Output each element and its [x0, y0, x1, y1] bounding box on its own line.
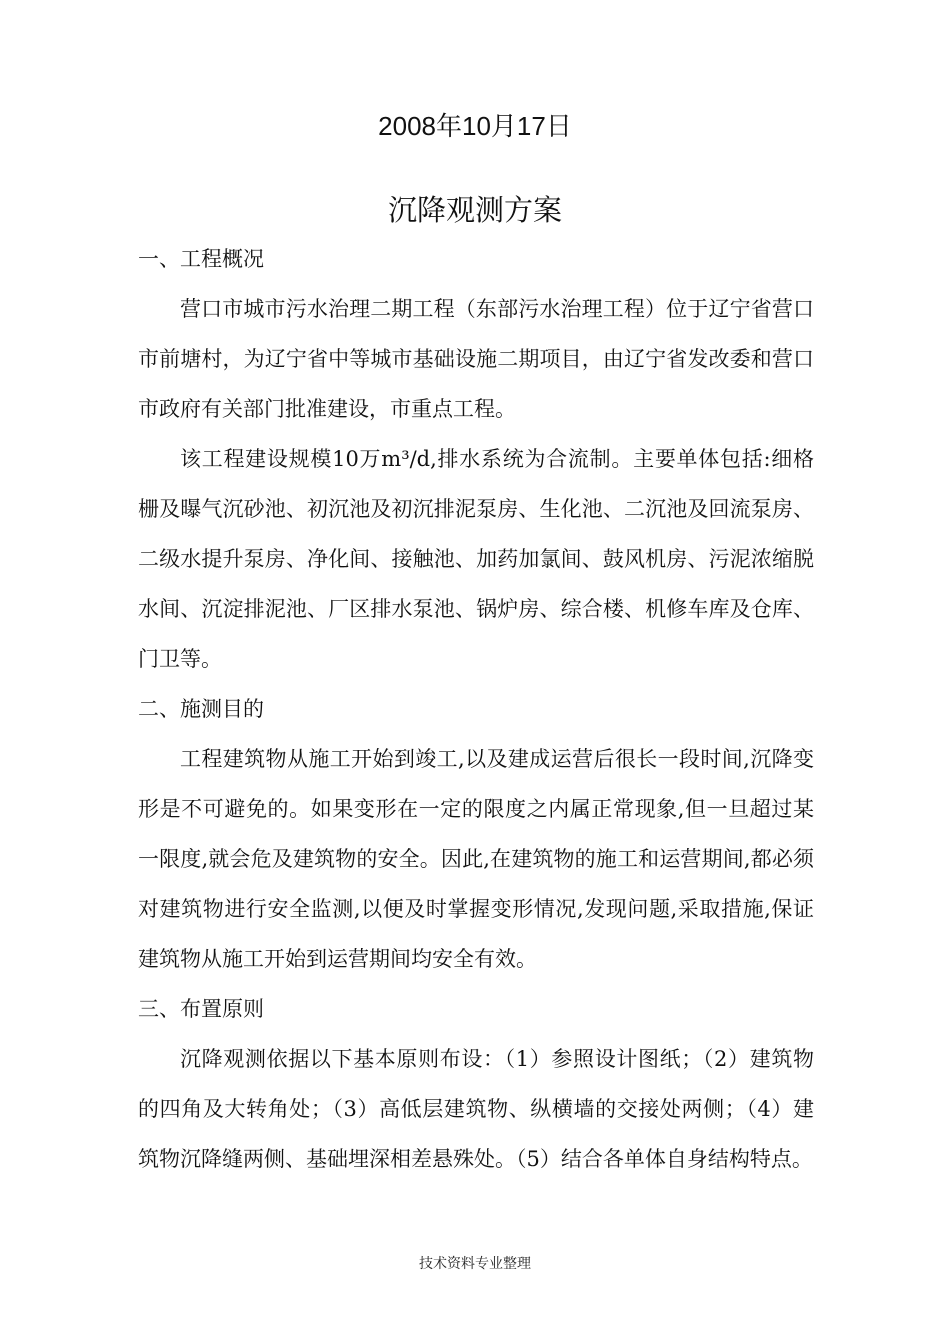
paragraph: 该工程建设规模10万m³/d,排水系统为合流制。主要单体包括:细格栅及曝气沉砂池、初沉池及初沉排泥泵房、生化池、二沉池及回流泵房、二级水提升泵房、净化间、接触池、加药加氯间、鼓风机房、污泥浓缩脱水间、沉淀排泥池、厂区排水泵池、锅炉房、综合楼、机修车库及仓库、门卫等。 — [138, 447, 814, 671]
paragraph: 工程建筑物从施工开始到竣工,以及建成运营后很长一段时间,沉降变形是不可避免的。如果变形在一定的限度之内属正常现象,但一旦超过某一限度,就会危及建筑物的安全。因此,在建筑物的施工和运营期间,都必须对建筑物进行安全监测,以便及时掌握变形情况,发现问题,采取措施,保证建筑物从施工开始到运营期间均安全有效。 — [138, 747, 814, 971]
section-heading: 二、施测目的 — [138, 697, 264, 721]
section-layout-principles — [138, 984, 814, 1184]
paragraph: 营口市城市污水治理二期工程（东部污水治理工程）位于辽宁省营口市前塘村，为辽宁省中等城市基础设施二期项目，由辽宁省发改委和营口市政府有关部门批准建设，市重点工程。 — [138, 297, 814, 421]
section-heading: 三、布置原则 — [138, 997, 264, 1021]
document-body — [138, 234, 814, 1184]
document-title: 沉降观测方案 — [387, 193, 562, 227]
section-heading: 一、工程概况 — [138, 247, 264, 271]
document-date: 2008年10月17日 — [378, 111, 572, 141]
section-survey-purpose — [138, 684, 814, 984]
section-project-overview — [138, 234, 814, 684]
page-footer: 技术资料专业整理 — [419, 1256, 531, 1272]
paragraph: 沉降观测依据以下基本原则布设：（1）参照设计图纸；（2）建筑物的四角及大转角处；（3）高低层建筑物、纵横墙的交接处两侧；（4）建筑物沉降缝两侧、基础埋深相差悬殊处。（5）结合各单体自身结构特点。 — [138, 1047, 814, 1171]
